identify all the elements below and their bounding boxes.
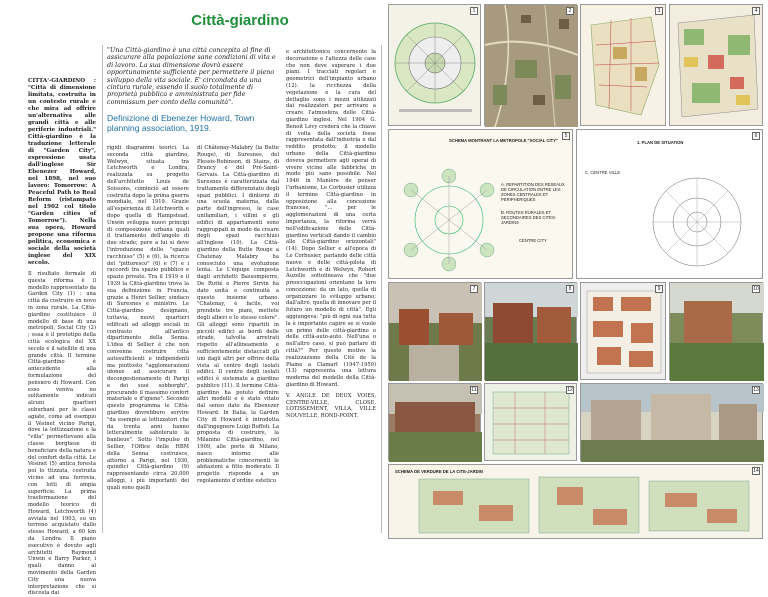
figure-bottom-plan [388, 464, 763, 539]
figure-number: 13 [753, 387, 759, 393]
intro-paragraph: CITTA'-GIARDINO : "Città di dimensione limitata, costruita in un contesto rurale e che mira ad offrire un'alternativa alle grandi città e alle periferie industriali." Città-giardino è la traduzione letterale di "Garden City", espressione usata dall'inglese Sir Ebenezer Howard, nel 1898, nel suo lavoro: Tomorrow: A Peaceful Path to Real Reform (ristampato nel 1902 col titolo "Garden cities of Tomorrow"). Nella sua opera, Howard propone una riforma politica, economica e sociale della società inglese del XIX secolo. [28, 78, 96, 266]
column-2 [107, 145, 189, 533]
figure-number: 11 [471, 387, 477, 393]
howard-quote: "Una Città-giardino è una città concepita al fine di assicurare alla popolazione sane condizioni di vita e di lavoro. La sua dimensione dovrà essere opportunamente sufficiente per permettere il pieno sviluppo della vita sociale. E' circondata da una cintura rurale, essendo il suolo totalmente di proprietà pubblica e amministrata per fide commissum per conto della comunità". [107, 46, 276, 106]
column-2-text: rigidi diagrammi teorici. La seconda città giardino, Welwyn, situata tra Letchworth e Londra, realizzata su progetto dell'architetto Louis de Soissons, cominciò ad essere costruita dopo la prima guerra mondiale, nel 1919. Grazie all'esperienza di Letchworth e dopo quella di Hampstead, Unwin sviluppa nuovi principi di composizione urbana quali il trattamento dell'angolo di due strade; pure a lui si deve l'introduzione dello "spazio racchiuso" (5) e (6), la ricerca del "pittoresco" (6) e (7) e i raccordi tra spazio pubblico e spazio privato. Tra il 1919 e il 1939 la Città-giardino trova la sua definizione in Francia, grazie a Henri Sellier, sindaco di Suresnes e ministro. Le Città-giardino designano, tuttavia, nuovi quartieri edificati ad alloggi sociali in contrasto all'antico dipartimento della Senna. L'idea di Sellier è che non convenne costruire città autosufficienti e indipendenti ma piuttosto "agglomerazioni idonee ad assicurare il decongestionamento di Parigi e dei suoi sobborghi", procurando il massimo confort materiale e d'igiene". Secondo questo programma le Città-giardino dovrebbero servire "da esempio ai lottizzatori che da trenta anni hanno letteralmente saboterato la banlieue". Sotto l'impulso di Sellier, l'Office delle HBM della Senna costruisce, attorno a Parigi, nel 1930, quindici Città-giardino (9) rappresentando circa 20.000 alloggi, i più importanti dei quali sono quelli [107, 145, 189, 491]
court-photo [389, 384, 482, 462]
figure-photo-court [388, 383, 481, 461]
figure-number: 9 [655, 285, 663, 293]
column-4-text: e architettonico concernente la decorazione e l'altezza delle case che non deve superare i due piani. I tracciati regolari e geometrici dell'impianto urbano (12). la ricchezza della vegetazione e la cura del dettaglio sono i mezzi utilizzati dai realizzatori per arrivare a creare l'atmosfera delle Città-giardino inglesi. Nel 1904 G. Benoit Lévy crederà che la chiave di volta della società fosse rappresentata dall'industria e dal reddito prodotto; il modello urbano della Città-giardino doveva permettere agli operai di vivere vicino alle fabbriche in modo più sano possibile. Nel 1946 in Manière de penser l'urbanisme, Le Corbusier utilizza il termine Città-giardino in opposizione alla concezione francese, "... per le agglomerazioni di una certa importanza, la riforma verrà nell'edificazione delle Città-giardino verticali dando il cambio alle Città-giardino orizzontali" (14). Dopo Sellier e all'epoca di Le Corbusier, parlando delle città nuove e delle città-pilota di Letchworth e di Welwyn, Robert Auzelle sottolineava che "due preoccupazioni orientano la loro concezione: da un lato, quella di organizzare lo sviluppo urbano; dall'altro, quella di innovare per il futuro un modello di città". Egli aggiungeva: "più di ogni sua tutta la è importante capire se si vuole un primo delle città-giardino o delle città-auto-auto. Nell'una o nell'altro caso, si può parlare di città?" Per questo motivo la realizzazione della Cité de la Plaine a Clamart (1947-1959) (13) rappresenta una lettura moderna del modello della Città-giardino di Howard. [286, 49, 376, 389]
figure-number: 10 [753, 286, 759, 292]
figure-photo-clamart [580, 383, 763, 461]
figure-plan [580, 4, 666, 126]
figure-photo-garden [669, 282, 763, 380]
grid-plan [581, 283, 667, 381]
column-1 [28, 78, 96, 597]
figure-number: 14 [753, 468, 759, 474]
figure-map-color [669, 4, 763, 126]
aerial-map-image [485, 5, 578, 127]
body-paragraph: Il risultato formale di questa riforma è il modello rappresentato da Garden City (1) : una città da costruire ex novo in zona rurale. La Città-giardino costituisce il modello di base di una metropoli, Social City (2) ; essa è il prototipo della città ecologica del XX secolo e il satellite di una grande città. Il termine Città-giardino è antecedente alla formulazione del pensiero di Howard. Con esso veniva no solitamente indicati alcuni quartieri suburbani per le classi agiate, come ad esempio il Vésinet vicino Parigi, dove la lottizzazione e la "villa" permettevano alla classe borghese di beneficiare della natura e del confort della città. Le Vésinet (5) antica foresta poi lo ttizzata, costruita vicino ad una ferrovia, con lotti di ampia superficie. La prima trasformazione del modello teorico di Howard, Letchworth (4) avviata nel 1903, su un terreno acquistato dallo stesso Howard, a 60 km da Londra. Il piano esecutivo è dovuto agli architetti Raymond Unwin e Barry Parker, i quali danno al movimento della Garden City una nuova interpretazione che si discosta dai [28, 271, 96, 597]
column-divider [381, 45, 382, 533]
figure-plan-situation [576, 129, 763, 279]
legend-c: C. CENTRE VILLE [585, 170, 621, 175]
plan-situation-diagram [577, 130, 764, 280]
column-3-text: di Châtenay-Malabry (la Butte Rouge), di Suresnes, del Plessis-Robinson, di Stains, di Drancy e del Pré-Saint-Gervais. La Città-giardino di Suresnes è caratterizzata dal trattamento differenziato degli spazi pubblici. I dintorni di una scuola materna, dalla parte dell'ingresso, le case unifamiliari, i villini e gli edifici di appartamenti sono raggruppati in modo da creare degli spazi racchiusi all'inglese (10). La Città-giardino della Butte Rouge a Chatenay Malabry ha conosciuto una evoluzione lenta. Le L'équipe composta dagli architetti Bassompierre, De Rutté e Pierre Sirvin ha dato unità e continuità a questo insieme urbano. "Chatenay, è facile, voi prendete tre piani, mettete degli alberi e lo stesso colore". Gli alloggi sono ripartiti in piccoli edifici ai bordi delle strade, talvolta arretrati rispetto all'allineamento e sufficientemente distaccati gli uni dagli altri per offrire della vista al centro degli isolati edifici. Il centro degli isolati edifici è sistemato a giardino pubblico (11). Il termine Città-giardino ha potuto definire altri modelli e è stato vitato dal senso dato da Ebenezer Howard. In Italia, la Garden City di Howard è introdotta dall'ingegnere Luigi Buffoli. La proposta di costruire, la Milanino Città-giardino, nel 1909, alle porte di Milano, nasce intorno alle problematiche concernenti le abitazioni a fitto moderato. Il progetto risponde a un regolamento d'ordine estetico [197, 145, 279, 485]
garden-city-diagram [389, 5, 482, 127]
definition-source: Definizione di Ebenezer Howard, Town planning association, 1919. [107, 113, 255, 133]
legend-b: B. ROUTES RURALES ET SECONDAIRES DES CITES-JARDINS [501, 210, 557, 225]
figure-social-city [388, 129, 573, 279]
figure-number: 2 [566, 7, 574, 15]
caption-plan: 1. PLAN DE SITUATION [637, 140, 684, 145]
figure-photo-street [388, 282, 481, 380]
clamart-photo [581, 384, 764, 462]
caption-bottom: SCHEMA DE VERDURE DE LA CITE-JARDIN [395, 469, 483, 474]
figure-number: 3 [655, 7, 663, 15]
figure-number: 1 [470, 7, 478, 15]
figure-number: 7 [470, 285, 478, 293]
legend-a: A. REPARTITION DES RESEAUX DE CIRCULATION ENTRE LES ZONES CENTRALES ET PERIPHERIQUES [501, 182, 565, 202]
figure-garden-city [388, 4, 481, 126]
see-also: V. ANGLE DE DEUX VOIES, CENTRE-VILLE, CLOSE, LOTISSEMENT, VILLA, VILLE NOUVELLE, ROND-POINT. [286, 392, 376, 420]
column-4 [286, 49, 376, 533]
color-map [670, 5, 764, 127]
figure-number: 4 [752, 7, 760, 15]
caption-centre: CENTRE CITY [519, 238, 547, 243]
houses-photo [485, 283, 578, 381]
caption-schema: SCHEMA MONTRANT LA METROPOLE "SOCIAL CITY" [449, 138, 558, 143]
figure-aerial-map [484, 4, 577, 126]
plan-drawing [581, 5, 667, 127]
bottom-plan-drawing [389, 465, 764, 540]
social-city-diagram [389, 130, 574, 280]
street-photo [389, 283, 482, 381]
figure-number: 6 [752, 132, 760, 140]
figure-number: 12 [567, 387, 573, 393]
page-title: Città-giardino [191, 12, 289, 29]
figure-number: 8 [566, 285, 574, 293]
garden-photo [670, 283, 764, 381]
column-divider [102, 45, 103, 533]
figure-photo-houses [484, 282, 577, 380]
column-3 [197, 145, 279, 533]
milanino-plan [485, 384, 578, 462]
figure-number: 5 [562, 132, 570, 140]
figure-grid-plan [580, 282, 666, 380]
figure-milanino-plan [484, 383, 577, 461]
